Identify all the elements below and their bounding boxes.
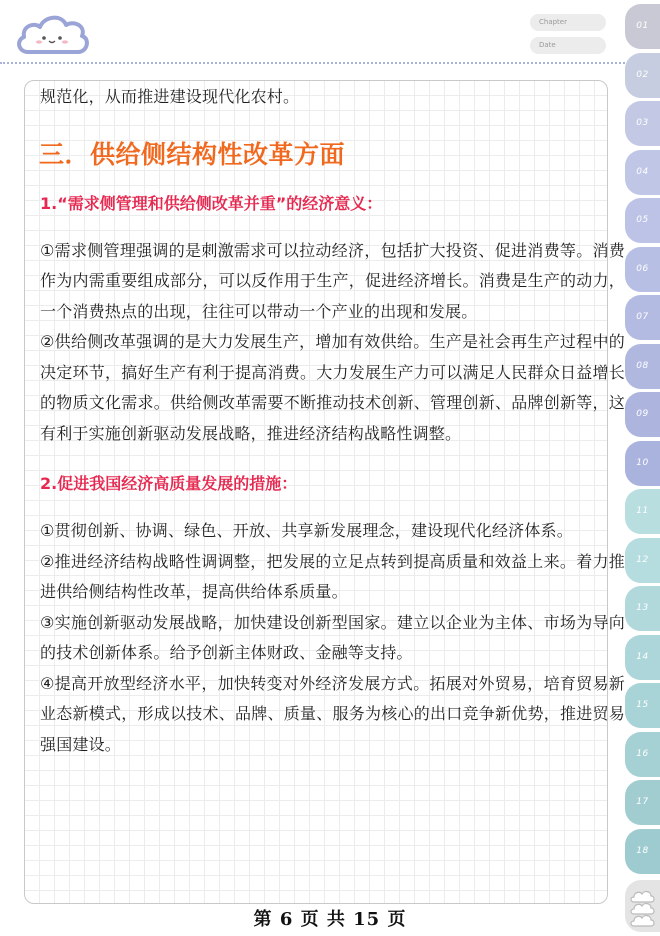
chapter-tab-06[interactable]: 06 [625, 247, 660, 292]
chapter-tab-08[interactable]: 08 [625, 344, 660, 389]
chapter-tabs [625, 4, 660, 934]
chapter-tab-10[interactable]: 10 [625, 441, 660, 486]
chapter-tab-01[interactable]: 01 [625, 4, 660, 49]
paragraph-3: ①贯彻创新、协调、绿色、开放、共享新发展理念，建设现代化经济体系。 [40, 521, 573, 540]
paragraph-5: ③实施创新驱动发展战略，加快建设创新型国家。建立以企业为主体、市场为导向的技术创新体系。给予创新主体财政、金融等支持。 [40, 612, 625, 662]
date-field[interactable]: Date [530, 37, 606, 54]
cloud-logo-icon [14, 8, 90, 58]
paragraph-6: ④提高开放型经济水平，加快转变对外经济发展方式。拓展对外贸易，培育贸易新业态新模式，形成以技术、品牌、质量、服务为核心的出口竞争新优势，推进贸易强国建设。 [40, 673, 625, 754]
chapter-tab-11[interactable]: 11 [625, 489, 660, 534]
cloud-stack-icon [625, 880, 660, 932]
chapter-field[interactable]: Chapter [530, 14, 606, 31]
page-content [40, 82, 625, 760]
chapter-tab-07[interactable]: 07 [625, 295, 660, 340]
chapter-tab-12[interactable]: 12 [625, 538, 660, 583]
intro-line: 规范化，从而推进建设现代化农村。 [40, 87, 300, 106]
chapter-tab-17[interactable]: 17 [625, 780, 660, 825]
subsection-title-2: 2.促进我国经济高质量发展的措施： [40, 474, 298, 493]
chapter-tab-05[interactable]: 05 [625, 198, 660, 243]
header-divider [0, 62, 625, 64]
chapter-tab-16[interactable]: 16 [625, 732, 660, 777]
chapter-tab-13[interactable]: 13 [625, 586, 660, 631]
paragraph-1: ①需求侧管理强调的是刺激需求可以拉动经济，包括扩大投资、促进消费等。消费作为内需重要组成部分，可以反作用于生产，促进经济增长。消费是生产的动力，一个消费热点的出现，往往可以带动一个产业的出现和发展。 [40, 240, 625, 321]
tab-bottom-decoration [625, 880, 660, 932]
chapter-tab-03[interactable]: 03 [625, 101, 660, 146]
paragraph-2: ②供给侧改革强调的是大力发展生产，增加有效供给。生产是社会再生产过程中的决定环节，搞好生产有利于提高消费。大力发展生产力可以满足人民群众日益增长的物质文化需求。供给侧改革需要不断推动技术创新、管理创新、品牌创新等，这有利于实施创新驱动发展战略，推进经济结构战略性调整。 [40, 332, 625, 443]
chapter-tab-18[interactable]: 18 [625, 829, 660, 874]
subsection-title-1: 1.“需求侧管理和供给侧改革并重”的经济意义： [40, 193, 383, 213]
chapter-tab-15[interactable]: 15 [625, 683, 660, 728]
chapter-tab-04[interactable]: 04 [625, 150, 660, 195]
chapter-tab-14[interactable]: 14 [625, 635, 660, 680]
chapter-tab-02[interactable]: 02 [625, 53, 660, 98]
page-number: 第 6 页 共 15 页 [253, 909, 407, 930]
chapter-tab-09[interactable]: 09 [625, 392, 660, 437]
section-title: 三．供给侧结构性改革方面 [39, 139, 346, 169]
paragraph-4: ②推进经济结构战略性调调整，把发展的立足点转到提高质量和效益上来。着力推进供给侧结构性改革，提高供给体系质量。 [40, 551, 625, 601]
